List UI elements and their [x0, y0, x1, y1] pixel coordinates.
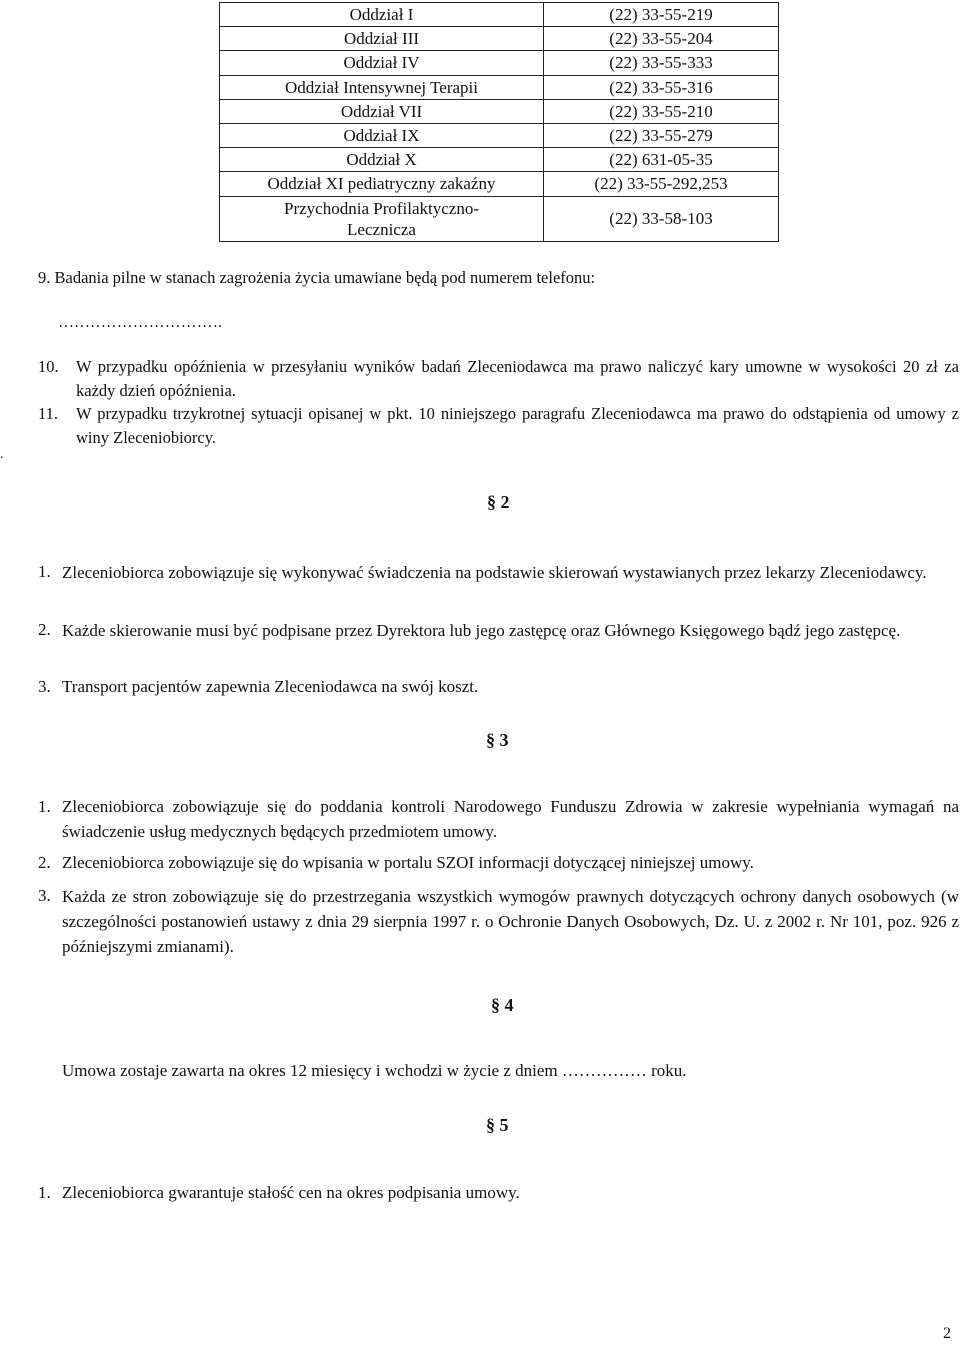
- item-number: 3.: [38, 886, 51, 905]
- sec2-item-2: Każde skierowanie musi być podpisane przez Dyrektora lub jego zastępcę oraz Głównego Księgowego bądź jego zastępcę.: [62, 621, 901, 640]
- sec2-item-3: Transport pacjentów zapewnia Zleceniodawca na swój koszt.: [62, 677, 479, 696]
- table-cell-phone: (22) 33-55-333: [544, 51, 779, 75]
- item-number: 2.: [38, 620, 51, 639]
- item-number: 11.: [38, 404, 59, 423]
- table-cell-phone: (22) 33-55-316: [544, 75, 779, 99]
- phone-table: [219, 2, 779, 242]
- table-cell-phone: (22) 33-55-210: [544, 99, 779, 123]
- table-row: [220, 172, 779, 196]
- margin-mark: .: [0, 447, 4, 462]
- table-cell-phone: (22) 631-05-35: [544, 148, 779, 172]
- table-row: [220, 99, 779, 123]
- item-number: 1.: [38, 1183, 51, 1202]
- item-10-text: W przypadku opóźnienia w przesyłaniu wyników badań Zleceniodawca ma prawo naliczyć kary umowne w wysokości 20 zł za każdy dzień opóźnienia.: [76, 357, 959, 400]
- item-text: Badania pilne w stanach zagrożenia życia umawiane będą pod numerem telefonu:: [54, 268, 596, 287]
- table-cell-phone: (22) 33-55-219: [544, 3, 779, 27]
- sec2-item-1: Zleceniobiorca zobowiązuje się wykonywać świadczenia na podstawie skierowań wystawianych przez lekarzy Zleceniodawcy.: [62, 563, 927, 582]
- page-number: 2: [943, 1325, 951, 1342]
- table-row: [220, 124, 779, 148]
- item-number: 9.: [38, 268, 51, 287]
- sec3-item-3: Każda ze stron zobowiązuje się do przestrzegania wszystkich wymogów prawnych dotyczących ochrony danych osobowych (w szczególności postanowień ustawy z dnia 29 sierpnia 1997 r. o Ochronie Danych Osobowych, Dz. U. z 2002 r. Nr 101, poz. 926 z późniejszymi zmianami).: [62, 887, 959, 956]
- section-heading: § 5: [486, 1115, 509, 1135]
- item-number: 1.: [38, 797, 51, 816]
- item-9: [38, 268, 595, 288]
- sec4-text: Umowa zostaje zawarta na okres 12 miesięcy i wchodzi w życie z dniem …………… roku.: [62, 1061, 687, 1080]
- section-heading: § 4: [491, 995, 514, 1015]
- blank-phone-line: ………………………….: [58, 314, 222, 331]
- table-row: [220, 75, 779, 99]
- table-cell-phone: (22) 33-55-204: [544, 27, 779, 51]
- table-cell-phone: (22) 33-55-279: [544, 124, 779, 148]
- sec3-item-2: Zleceniobiorca zobowiązuje się do wpisania w portalu SZOI informacji dotyczącej niniejszej umowy.: [62, 853, 754, 872]
- table-row: [220, 148, 779, 172]
- table-cell-name: Oddział III: [220, 27, 544, 51]
- table-cell-name: Oddział VII: [220, 99, 544, 123]
- table-cell-name: Przychodnia Profilaktyczno- Lecznicza: [220, 196, 544, 241]
- table-cell-name: Oddział XI pediatryczny zakaźny: [220, 172, 544, 196]
- table-cell-name: Oddział IX: [220, 124, 544, 148]
- section-heading: § 2: [487, 492, 510, 512]
- section-heading: § 3: [486, 730, 509, 750]
- item-11-text: W przypadku trzykrotnej sytuacji opisanej w pkt. 10 niniejszego paragrafu Zleceniodawca ma prawo do odstąpienia od umowy z winy Zleceniobiorcy.: [76, 404, 959, 447]
- item-number: 1.: [38, 562, 51, 581]
- table-cell-name: Oddział IV: [220, 51, 544, 75]
- table-row: [220, 27, 779, 51]
- table-cell-name: Oddział I: [220, 3, 544, 27]
- table-row: [220, 3, 779, 27]
- table-cell-phone: (22) 33-58-103: [544, 196, 779, 241]
- item-number: 10.: [38, 357, 59, 376]
- table-cell-name: Oddział X: [220, 148, 544, 172]
- item-number: 3.: [38, 677, 51, 696]
- table-row: [220, 51, 779, 75]
- table-cell-name: Oddział Intensywnej Terapii: [220, 75, 544, 99]
- item-number: 2.: [38, 853, 51, 872]
- table-cell-phone: (22) 33-55-292,253: [544, 172, 779, 196]
- sec3-item-1: Zleceniobiorca zobowiązuje się do poddania kontroli Narodowego Funduszu Zdrowia w zakresie wypełniania wymagań na świadczenie usług medycznych będących przedmiotem umowy.: [62, 797, 959, 841]
- sec5-item-1: Zleceniobiorca gwarantuje stałość cen na okres podpisania umowy.: [62, 1183, 520, 1202]
- table-row: [220, 196, 779, 241]
